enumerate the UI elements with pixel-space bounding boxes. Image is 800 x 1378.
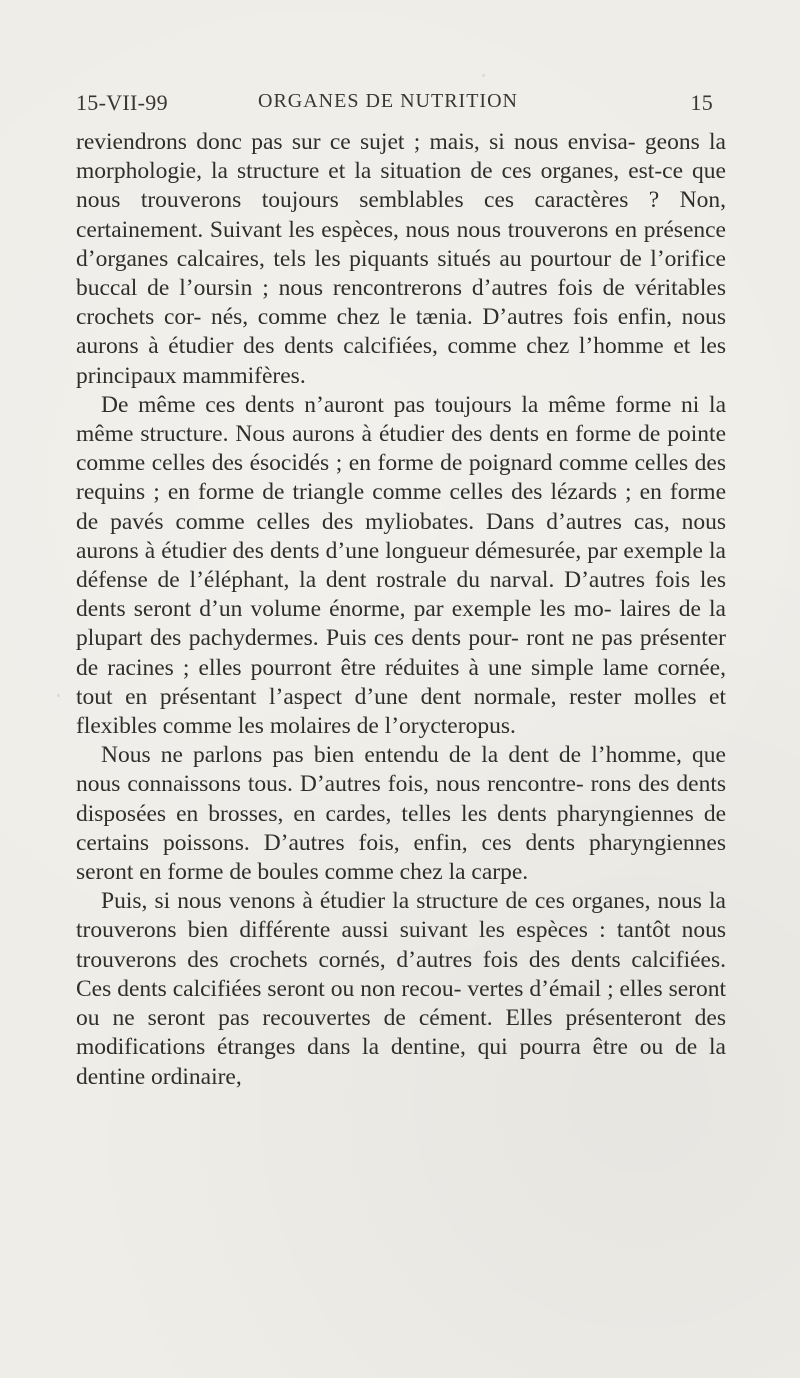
paragraph-2: De même ces dents n’auront pas toujours la même forme ni la même structure. Nous aurons à étudier des dents en forme de pointe comme celles des ésocidés ; en forme de poignard comme celles des requins ; en forme de triangle comme celles des lézards ; en forme de pavés comme celles des myliobates. Dans d’autres cas, nous aurons à étudier des dents d’une longueur démesurée, par exemple la défense de l’éléphant, la dent rostrale du narval. D’autres fois les dents seront d’un volume énorme, par exemple les mo- laires de la plupart des pachydermes. Puis ces dents pour- ront ne pas présenter de racines ; elles pourront être réduites à une simple lame cornée, tout en présentant l’aspect d’une dent normale, rester molles et flexibles comme les molaires de l’orycteropus. [76,391,726,740]
paper-speck [515,991,518,994]
paragraph-4: Puis, si nous venons à étudier la structure de ces organes, nous la trouverons bien différente aussi suivant les espèces : tantôt nous trouverons des crochets cornés, d’autres fois des dents calcifiées. Ces dents calcifiées seront ou non recou- vertes d’émail ; elles seront ou ne seront pas recouvertes de cément. Elles présenteront des modifications étranges dans la dentine, qui pourra être ou de la dentine ordinaire, [76,888,726,1090]
running-head [76,90,713,120]
paragraph-3: Nous ne parlons pas bien entendu de la dent de l’homme, que nous connaissons tous. D’autres fois, nous rencontre- rons des dents disposées en brosses, en cardes, telles les dents pharyngiennes de certains poissons. D’autres fois, enfin, ces dents pharyngiennes seront en forme de boules comme chez la carpe. [76,742,726,886]
paragraph-1: reviendrons donc pas sur ce sujet ; mais, si nous envisa- geons la morphologie, la structure et la situation de ces organes, est-ce que nous trouverons toujours semblables ces caractères ? Non, certainement. Suivant les espèces, nous nous trouverons en présence d’organes calcaires, tels les piquants situés au pourtour de l’orifice buccal de l’oursin ; nous rencontrerons d’autres fois de véritables crochets cor- nés, comme chez le tænia. D’autres fois enfin, nous aurons à étudier des dents calcifiées, comme chez l’homme et les principaux mammifères. [76,129,726,389]
paper-speck [57,694,60,697]
body-text [76,128,726,1092]
chapter-title: ORGANES DE NUTRITION [258,90,518,112]
header-date: 15-VII-99 [76,90,168,115]
page-number: 15 [690,90,713,115]
paper-speck [482,74,485,77]
